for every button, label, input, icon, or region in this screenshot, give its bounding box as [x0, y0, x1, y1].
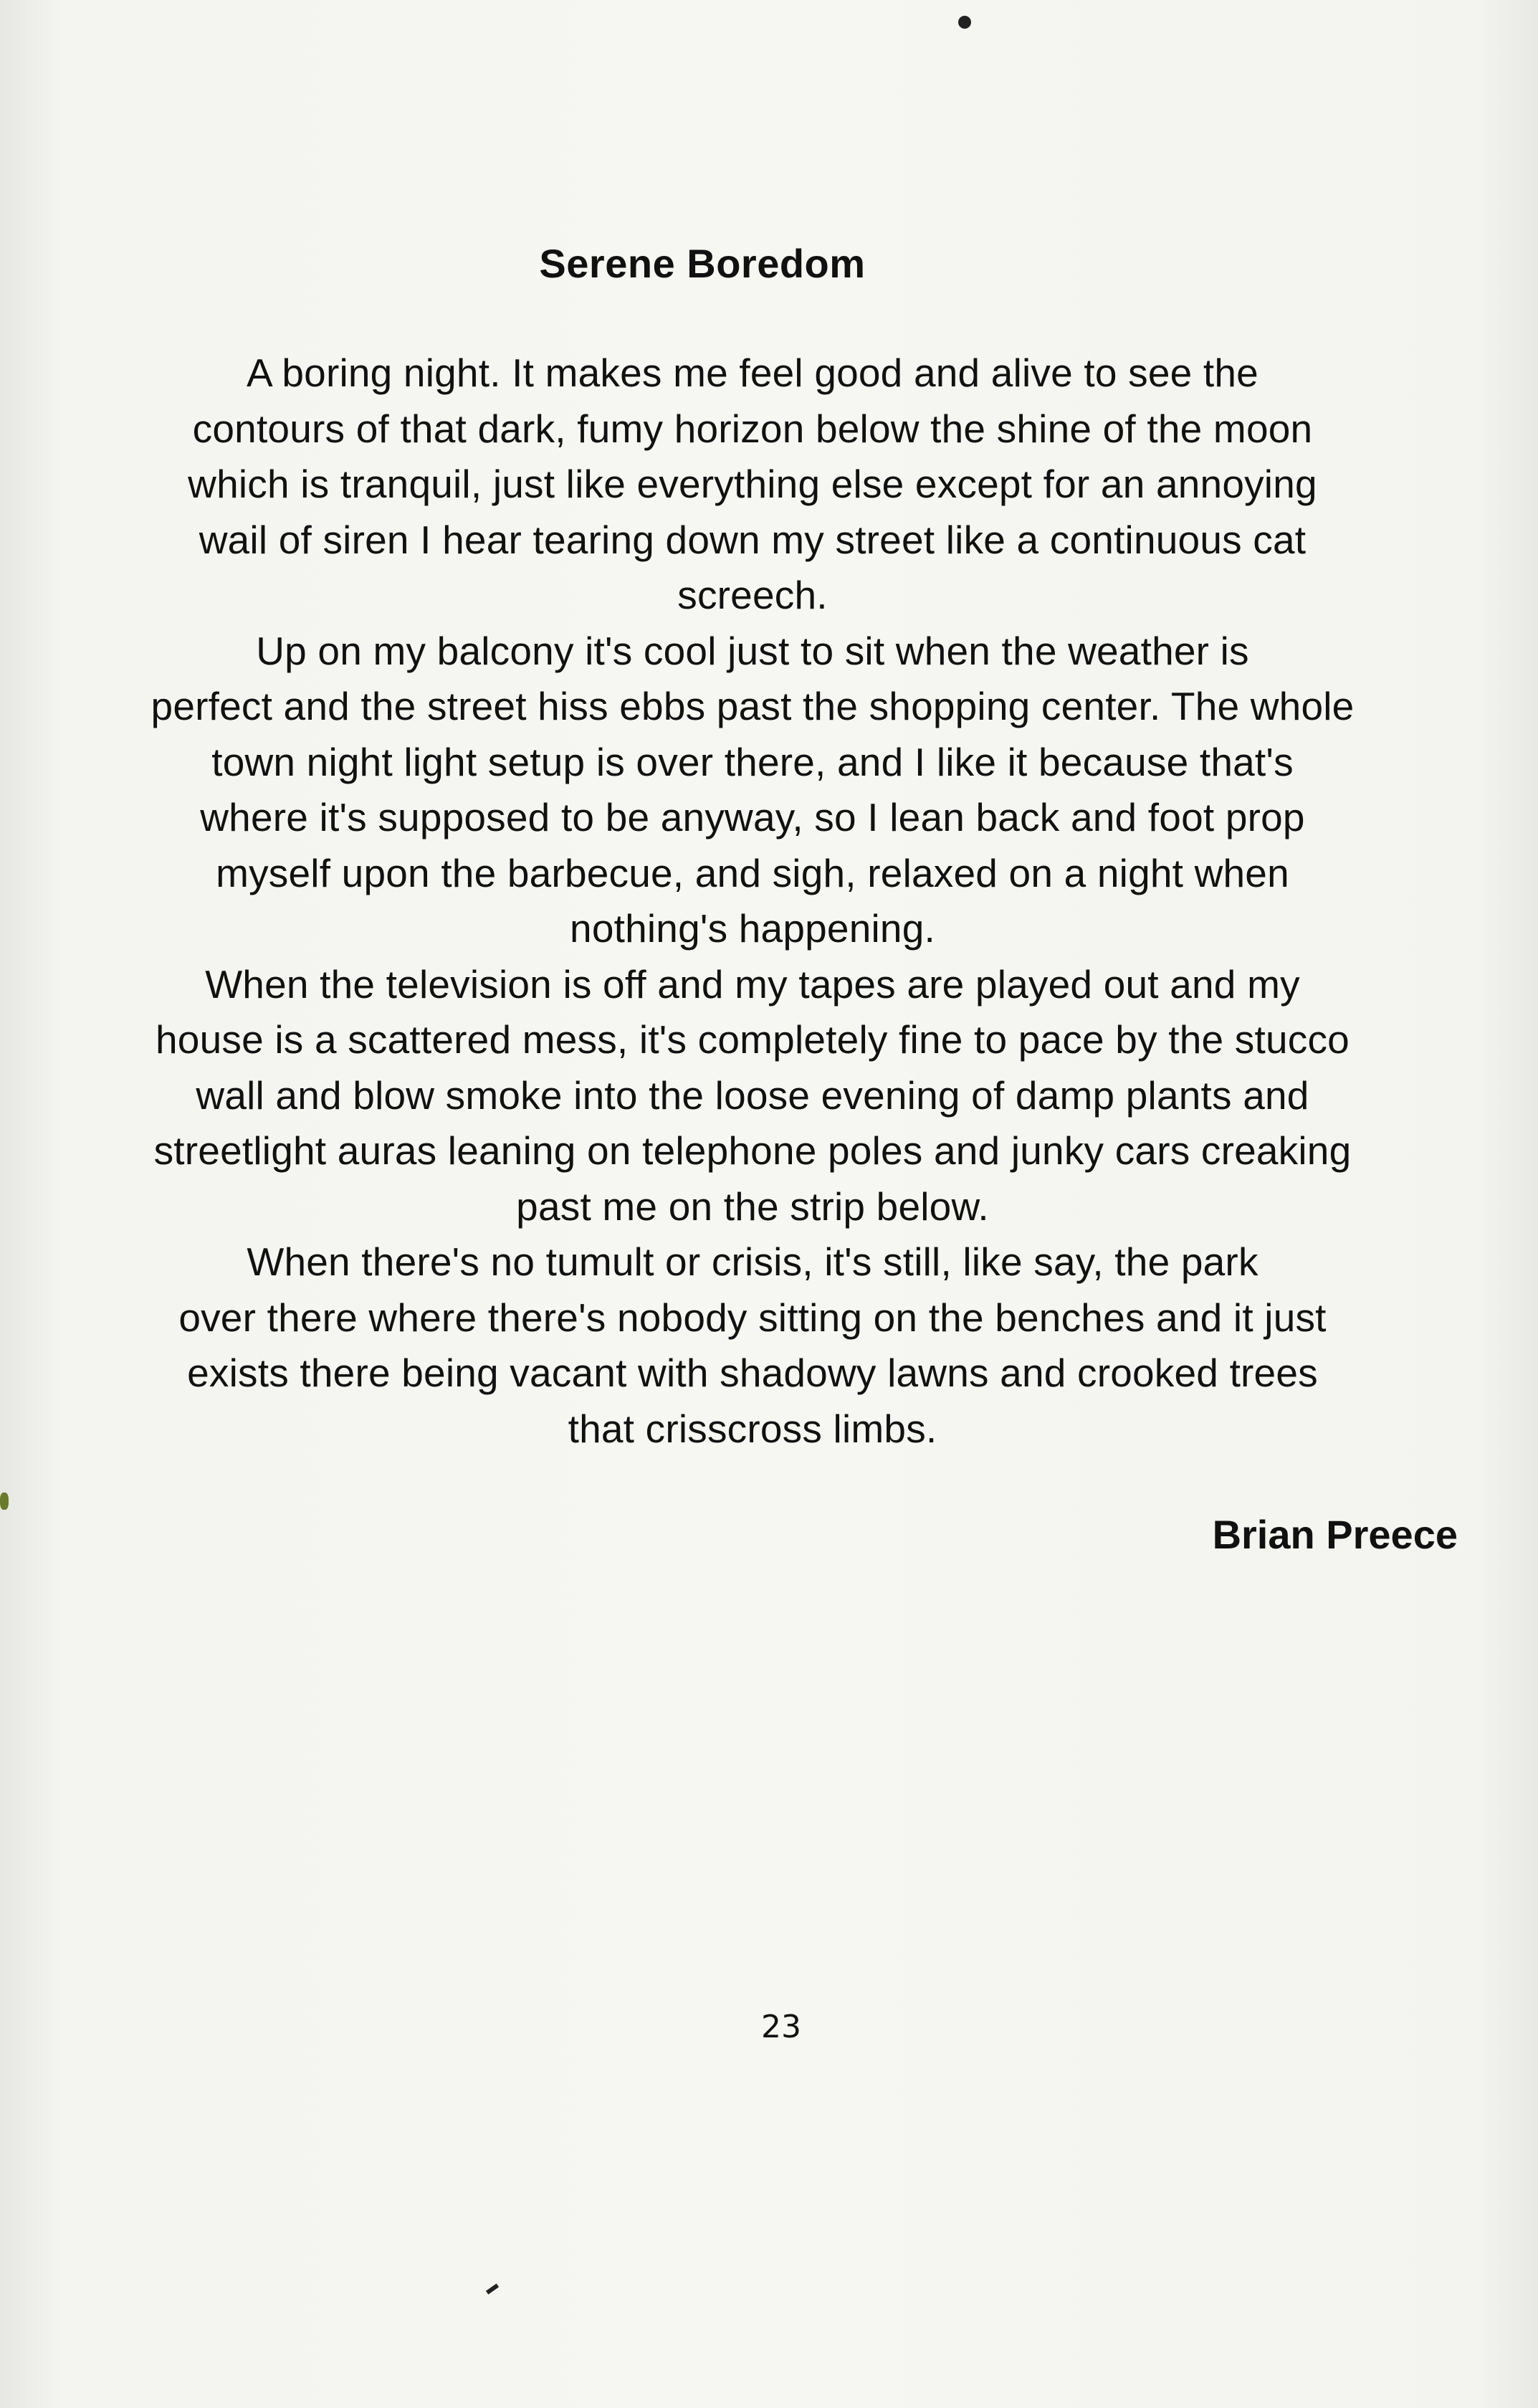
- poem-line: wall and blow smoke into the loose evening of damp plants and: [196, 1072, 1309, 1118]
- ink-speck: [958, 16, 971, 29]
- poem-line: exists there being vacant with shadowy lawns and crooked trees: [187, 1351, 1318, 1395]
- poem-line: over there where there's nobody sitting on the benches and it just: [178, 1295, 1327, 1340]
- ink-speck: [0, 1493, 9, 1510]
- poem-line: perfect and the street hiss ebbs past the shopping center. The whole: [151, 684, 1355, 728]
- poem-line: that crisscross limbs.: [568, 1406, 937, 1451]
- poem-line: myself upon the barbecue, and sigh, relaxed on a night when: [216, 850, 1289, 895]
- poem-line: A boring night. It makes me feel good and alive to see the: [247, 351, 1258, 395]
- poem-title: Serene Boredom: [539, 241, 866, 286]
- poem-line: Up on my balcony it's cool just to sit when the weather is: [256, 628, 1249, 673]
- poem-line: town night light setup is over there, and I like it because that's: [211, 739, 1294, 784]
- poem-line: where it's supposed to be anyway, so I lean back and foot prop: [200, 795, 1305, 839]
- poem-line: past me on the strip below.: [516, 1184, 989, 1229]
- poem-body: [57, 346, 1448, 1457]
- page-number: 23: [761, 2009, 801, 2045]
- poem-line: wail of siren I hear tearing down my street like a continuous cat: [199, 517, 1307, 562]
- poem-line: When there's no tumult or crisis, it's still, like say, the park: [247, 1239, 1258, 1284]
- poem-line: which is tranquil, just like everything else except for an annoying: [188, 462, 1317, 506]
- poem-line: house is a scattered mess, it's completely fine to pace by the stucco: [156, 1017, 1350, 1062]
- poem-line: When the television is off and my tapes are played out and my: [205, 961, 1300, 1006]
- poem-line: streetlight auras leaning on telephone poles and junky cars creaking: [153, 1128, 1352, 1173]
- poem-line: screech.: [677, 573, 828, 617]
- poem-line: nothing's happening.: [570, 906, 935, 951]
- poem-line: contours of that dark, fumy horizon below the shine of the moon: [192, 406, 1313, 451]
- author-name: Brian Preece: [1212, 1512, 1458, 1557]
- pen-mark: [486, 2283, 499, 2294]
